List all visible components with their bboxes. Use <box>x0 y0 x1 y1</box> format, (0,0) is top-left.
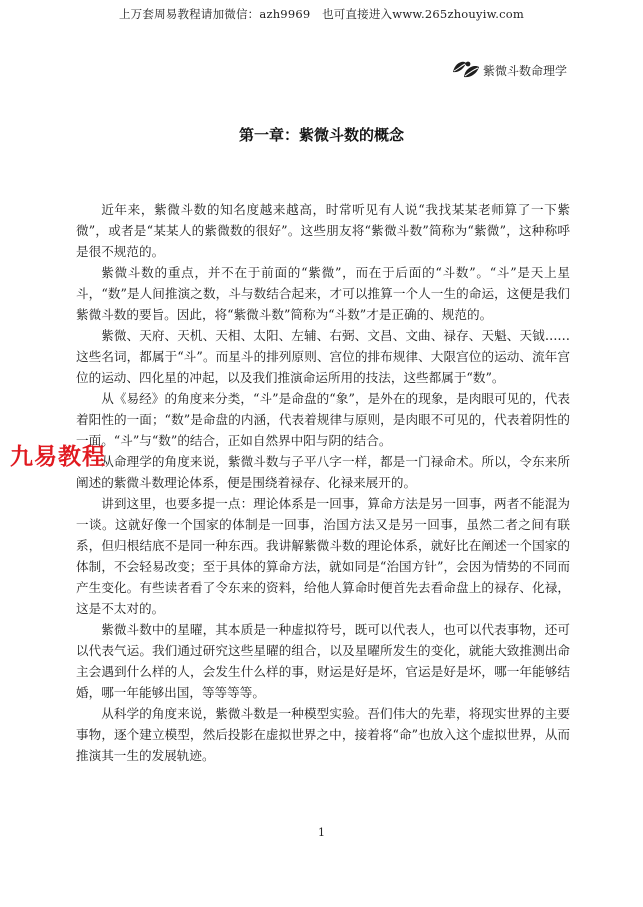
brand-title: 紫微斗数命理学 <box>482 64 567 78</box>
watermark: 九易教程 <box>10 444 106 470</box>
paragraph: 讲到这里，也要多提一点：理论体系是一回事，算命方法是另一回事，两者不能混为一谈。这就好像一个国家的体制是一回事，治国方法又是另一回事，虽然二者之间有联系，但归根结底不是同一种东西。我讲解紫微斗数的理论体系，就好比在阐述一个国家的体制，不会轻易改变；至于具体的算命方法，就如同是“治国方针”，会因为情势的不同而产生变化。有些读者看了令东来的资料，给他人算命时便首先去看命盘上的禄存、化禄，这是不太对的。 <box>76 496 570 616</box>
paragraph: 从科学的角度来说，紫微斗数是一种模型实验。吾们伟大的先辈，将现实世界的主要事物，逐个建立模型，然后投影在虚拟世界之中，接着将“命”也放入这个虚拟世界，从而推演其一生的发展轨迹。 <box>76 706 570 763</box>
paragraph: 紫微斗数中的星曜，其本质是一种虚拟符号，既可以代表人，也可以代表事物，还可以代表气运。我们通过研究这些星曜的组合，以及星曜所发生的变化，就能大致推测出命主会遇到什么样的人，会发生什么样的事，财运是好是坏，官运是好是坏，哪一年能够结婚，哪一年能够出国，等等等等。 <box>76 622 570 700</box>
paragraph: 从《易经》的角度来分类，“斗”是命盘的“象”，是外在的现象，是肉眼可见的，代表着阳性的一面；“数”是命盘的内涵，代表着规律与原则，是肉眼不可见的，代表着阴性的一面。“斗”与“数”的结合，正如自然界中阳与阴的结合。 <box>76 391 570 448</box>
paragraph: 紫微、天府、天机、天相、太阳、左辅、右弼、文昌、文曲、禄存、天魁、天钺……这些名词，都属于“斗”。而星斗的排列原则、宫位的排布规律、大限宫位的运动、流年宫位的运动、四化星的冲起，以及我们推演命运所用的技法，这些都属于“数”。 <box>76 328 570 385</box>
brand-header <box>451 58 567 83</box>
paragraph: 近年来，紫微斗数的知名度越来越高，时常听见有人说“我找某某老师算了一下紫微”，或者是“某某人的紫微数的很好”。这些朋友将“紫微斗数”简称为“紫微”，这种称呼是很不规范的。 <box>76 202 570 259</box>
body-text <box>76 199 570 766</box>
paragraph: 紫微斗数的重点，并不在于前面的“紫微”，而在于后面的“斗数”。“斗”是天上星斗，“数”是人间推演之数，斗与数结合起来，才可以推算一个人一生的命运，这便是我们紫微斗数的要旨。因此，将“紫微斗数”简称为“斗数”才是正确的、规范的。 <box>76 265 570 322</box>
page-number: 1 <box>318 826 325 839</box>
top-banner: 上万套周易教程请加微信：azh9969 也可直接进入www.265zhouyiw.com <box>118 7 525 21</box>
leaf-logo-icon <box>451 58 483 83</box>
paragraph: 从命理学的角度来说，紫微斗数与子平八字一样，都是一门禄命术。所以，令东来所阐述的紫微斗数理论体系，便是围绕着禄存、化禄来展开的。 <box>76 454 570 490</box>
chapter-title: 第一章：紫微斗数的概念 <box>238 126 404 144</box>
